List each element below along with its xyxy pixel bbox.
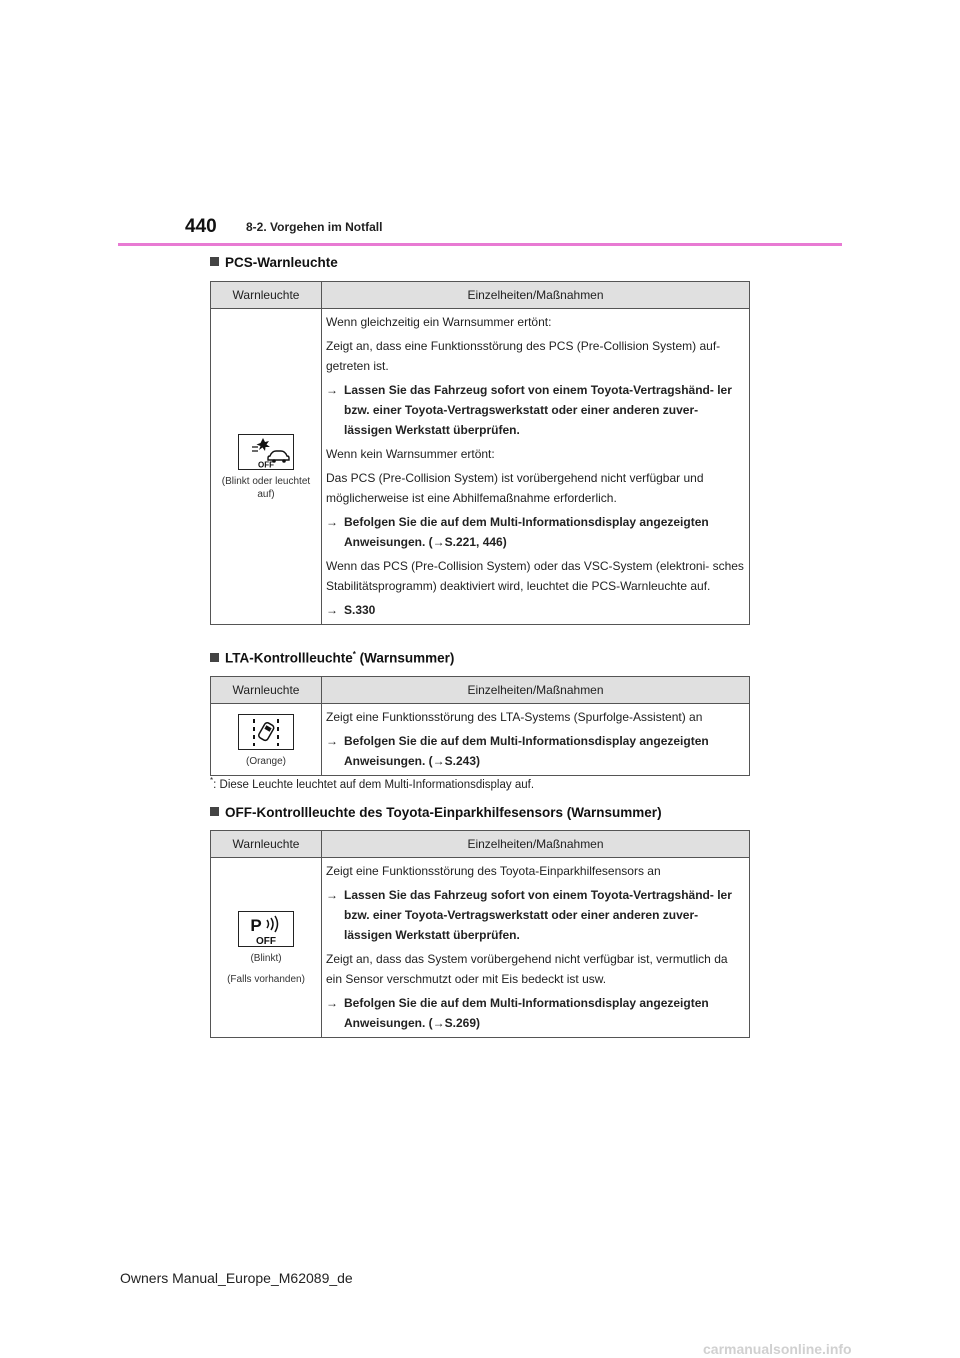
- warning-light-cell: [211, 858, 322, 1038]
- chapter-title: 8-2. Vorgehen im Notfall: [246, 220, 383, 234]
- icon-caption: (Orange): [245, 755, 286, 767]
- pcs-table: [210, 281, 750, 625]
- square-bullet-icon: [210, 807, 219, 816]
- watermark: carmanualsonline.info: [703, 1341, 852, 1357]
- action-item: → Befolgen Sie die auf dem Multi-Informationsdisplay angezeigten Anweisungen. (→S.269): [326, 993, 745, 1033]
- lta-table: [210, 676, 750, 776]
- arrow-icon: →: [326, 734, 338, 748]
- column-header-details: Einzelheiten/Maßnahmen: [322, 282, 750, 309]
- action-item: → Lassen Sie das Fahrzeug sofort von einem Toyota-Vertragshänd- ler bzw. einer Toyota-Vertragswerkstatt oder einer anderen zuver- lässigen Werkstatt überprüfen.: [326, 380, 745, 440]
- description-text: Das PCS (Pre-Collision System) ist vorübergehend nicht verfügbar und möglicherweise ist eine Abhilfemaßnahme erforderlich.: [326, 471, 704, 505]
- header-divider: [118, 243, 842, 246]
- pcs-warning-icon: [238, 434, 294, 470]
- pcs-section-title: PCS-Warnleuchte: [210, 255, 338, 270]
- table-header-row: [211, 831, 750, 858]
- table-row: [211, 704, 750, 776]
- details-cell: [322, 858, 750, 1038]
- arrow-icon: →: [326, 996, 338, 1010]
- icon-off-label: OFF: [258, 460, 274, 469]
- lta-section-title: LTA-Kontrollleuchte* (Warnsummer): [210, 650, 454, 666]
- column-header-warning-light: Warnleuchte: [211, 677, 322, 704]
- arrow-icon: →: [326, 603, 338, 617]
- table-row: [211, 309, 750, 625]
- description-text: Zeigt eine Funktionsstörung des LTA-Systems (Spurfolge-Assistent) an: [326, 710, 703, 724]
- arrow-icon: →: [326, 383, 338, 397]
- warning-light-cell: [211, 309, 322, 625]
- description-text: Zeigt an, dass eine Funktionsstörung des PCS (Pre-Collision System) auf- getreten ist.: [326, 339, 721, 373]
- square-bullet-icon: [210, 653, 219, 662]
- action-item: → Befolgen Sie die auf dem Multi-Informationsdisplay angezeigten Anweisungen. (→S.243): [326, 731, 745, 771]
- footnote: *: Diese Leuchte leuchtet auf dem Multi-Informationsdisplay auf.: [210, 776, 535, 791]
- icon-letter-p: P: [250, 916, 262, 935]
- warning-light-cell: [211, 704, 322, 776]
- table-row: [211, 858, 750, 1038]
- page-number: 440: [185, 216, 217, 237]
- footer-manual-id: Owners Manual_Europe_M62089_de: [120, 1270, 353, 1286]
- column-header-warning-light: Warnleuchte: [211, 831, 322, 858]
- action-item: → Lassen Sie das Fahrzeug sofort von einem Toyota-Vertragshänd- ler bzw. einer Toyota-Vertragswerkstatt oder einer anderen zuver- lässigen Werkstatt überprüfen.: [326, 885, 745, 945]
- action-item: → Befolgen Sie die auf dem Multi-Informationsdisplay angezeigten Anweisungen. (→S.221, 446): [326, 512, 745, 552]
- description-text: Wenn das PCS (Pre-Collision System) oder das VSC-System (elektroni- sches Stabilitätsprogramm) deaktiviert wird, leuchtet die PCS-Warnleuchte auf.: [326, 559, 744, 593]
- condition-text: Wenn gleichzeitig ein Warnsummer ertönt:: [326, 315, 552, 329]
- icon-off-label: OFF: [256, 936, 276, 946]
- parking-sensor-icon: [238, 911, 294, 947]
- parking-table: [210, 830, 750, 1038]
- arrow-icon: →: [326, 515, 338, 529]
- table-header-row: [211, 282, 750, 309]
- parking-section-title: OFF-Kontrollleuchte des Toyota-Einparkhilfesensors (Warnsummer): [210, 805, 662, 820]
- square-bullet-icon: [210, 257, 219, 266]
- column-header-details: Einzelheiten/Maßnahmen: [322, 677, 750, 704]
- table-header-row: [211, 677, 750, 704]
- description-text: Zeigt an, dass das System vorübergehend nicht verfügbar ist, vermutlich da ein Sensor verschmutzt oder mit Eis bedeckt ist usw.: [326, 952, 728, 986]
- icon-caption: (Blinkt) (Falls vorhanden): [227, 953, 305, 985]
- description-text: Zeigt eine Funktionsstörung des Toyota-Einparkhilfesensors an: [326, 864, 661, 878]
- action-item: → S.330: [326, 600, 745, 620]
- arrow-icon: →: [326, 888, 338, 902]
- column-header-warning-light: Warnleuchte: [211, 282, 322, 309]
- details-cell: [322, 704, 750, 776]
- condition-text: Wenn kein Warnsummer ertönt:: [326, 447, 495, 461]
- details-cell: [322, 309, 750, 625]
- column-header-details: Einzelheiten/Maßnahmen: [322, 831, 750, 858]
- lta-lane-icon: [238, 714, 294, 750]
- icon-caption: (Blinkt oder leuchtet auf): [221, 476, 311, 500]
